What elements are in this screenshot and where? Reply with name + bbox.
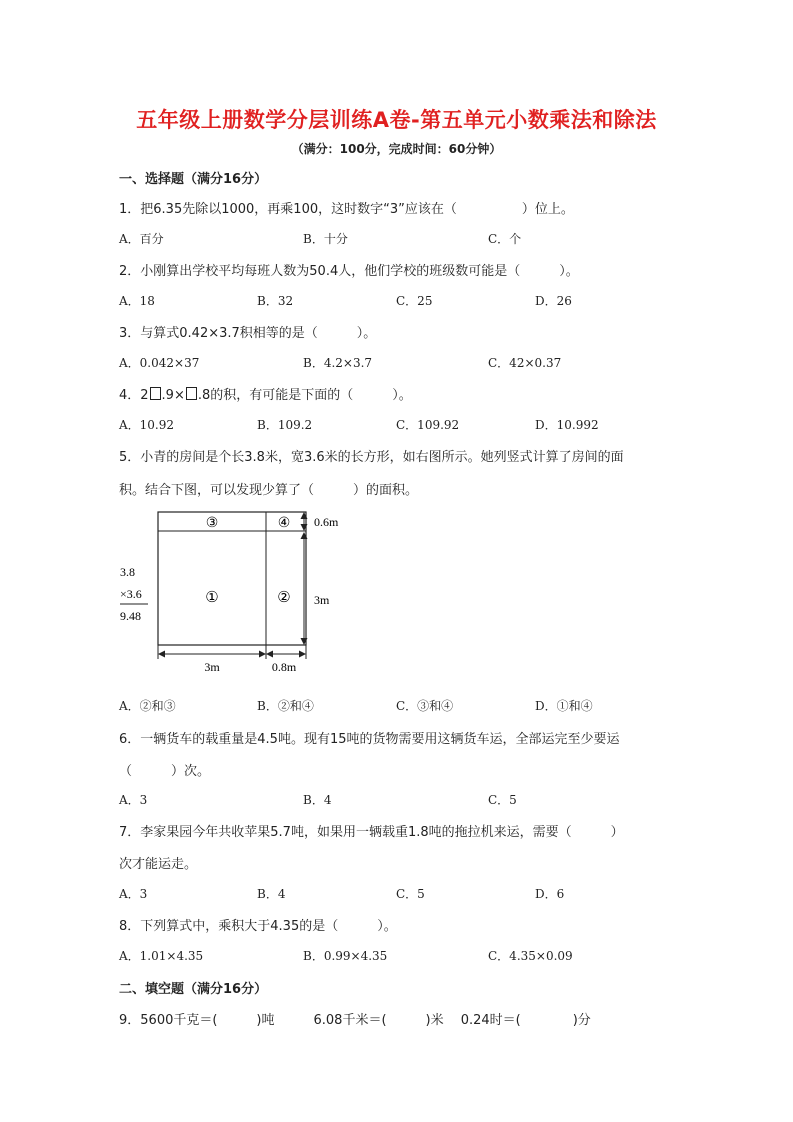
q4-prefix: 4．2 [119, 388, 149, 403]
question-3: 3．与算式0.42×3.7积相等的是（ ）。 [119, 326, 377, 341]
region-4-label: ④ [277, 516, 291, 531]
dim-label-bottom-left: 3m [204, 660, 220, 674]
q7-option-a: A．3 [119, 887, 148, 901]
q8-option-c: C．4.35×0.09 [488, 949, 573, 963]
q4-option-c: C．109.92 [396, 418, 460, 432]
q6-option-b: B．4 [303, 793, 332, 807]
section-heading-choice: 一、选择题（满分16分） [119, 172, 268, 187]
question-6-line-2: （ ）次。 [119, 764, 211, 779]
calc-result: 9.48 [120, 609, 141, 623]
q4-option-b: B．109.2 [257, 418, 313, 432]
question-7-line-1: 7．李家果园今年共收苹果5.7吨，如果用一辆载重1.8吨的拖拉机来运，需要（ ） [119, 825, 624, 840]
room-outline [158, 512, 306, 645]
page-subtitle: （满分：100分，完成时间：60分钟） [291, 142, 502, 156]
q4-option-d: D．10.992 [535, 418, 599, 432]
q5-option-c: C．③和④ [396, 699, 454, 713]
q2-option-d: D．26 [535, 294, 572, 308]
blank-box-icon [186, 387, 197, 400]
q4-option-a: A．10.92 [119, 418, 175, 432]
q3-option-a: A．0.042×37 [119, 356, 200, 370]
q2-option-a: A．18 [119, 294, 155, 308]
question-5-line-2: 积。结合下图，可以发现少算了（ ）的面积。 [119, 483, 419, 498]
region-1-label: ① [205, 590, 219, 606]
question-7-line-2: 次才能运走。 [119, 857, 198, 872]
q1-option-a: A．百分 [119, 232, 164, 246]
section-heading-fill: 二、填空题（满分16分） [119, 982, 268, 997]
blank-box-icon [150, 387, 161, 400]
question-2: 2．小刚算出学校平均每班人数为50.4人，他们学校的班级数可能是（ ）。 [119, 264, 579, 279]
q5-option-a: A．②和③ [119, 699, 176, 713]
region-3-label: ③ [205, 516, 219, 531]
q8-option-a: A．1.01×4.35 [119, 949, 204, 963]
q5-option-d: D．①和④ [535, 699, 593, 713]
question-4 [119, 384, 412, 403]
q5-option-b: B．②和④ [257, 699, 314, 713]
q4-middle: .9× [161, 388, 185, 403]
question-1: 1．把6.35先除以1000，再乘100，这时数字“3”应该在（ ）位上。 [119, 202, 574, 217]
q6-option-c: C．5 [488, 793, 517, 807]
q7-option-d: D．6 [535, 887, 565, 901]
q7-option-b: B．4 [257, 887, 286, 901]
calc-multiplier: ×3.6 [120, 587, 142, 601]
q1-option-b: B．十分 [303, 232, 348, 246]
q4-suffix: .8的积，有可能是下面的（ ）。 [197, 388, 412, 403]
q2-option-c: C．25 [396, 294, 433, 308]
question-8: 8．下列算式中，乘积大于4.35的是（ ）。 [119, 919, 397, 934]
dim-label-top: 0.6m [314, 515, 339, 529]
room-diagram [118, 504, 358, 674]
calc-multiplicand: 3.8 [120, 565, 135, 579]
q8-option-b: B．0.99×4.35 [303, 949, 388, 963]
page-title: 五年级上册数学分层训练A卷-第五单元小数乘法和除法 [136, 108, 657, 132]
q3-option-c: C．42×0.37 [488, 356, 562, 370]
question-5-line-1: 5．小青的房间是个长3.8米，宽3.6米的长方形，如右图所示。她列竖式计算了房间的面 [119, 450, 624, 465]
q2-option-b: B．32 [257, 294, 294, 308]
dim-label-bottom-right: 0.8m [271, 660, 297, 674]
question-6-line-1: 6．一辆货车的载重量是4.5吨。现有15吨的货物需要用这辆货车运，全部运完至少要运 [119, 732, 620, 747]
region-2-label: ② [277, 590, 291, 606]
q1-option-c: C．个 [488, 232, 522, 246]
q6-option-a: A．3 [119, 793, 148, 807]
question-9: 9．5600千克＝( )吨 6.08千米＝( )米 0.24时＝( )分 [119, 1013, 591, 1028]
q7-option-c: C．5 [396, 887, 425, 901]
q3-option-b: B．4.2×3.7 [303, 356, 373, 370]
dim-label-right: 3m [314, 593, 330, 607]
room-area-figure [118, 504, 358, 678]
